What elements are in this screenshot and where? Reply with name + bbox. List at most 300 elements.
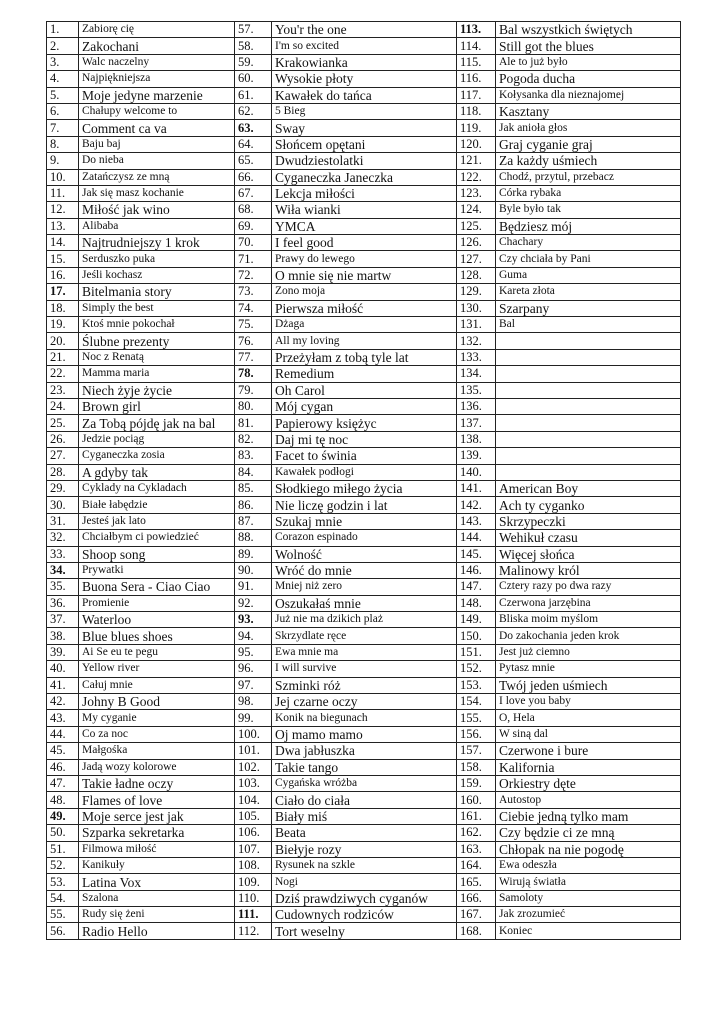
song-title: Córka rybaka <box>496 185 681 201</box>
song-title <box>496 431 681 447</box>
song-title: Ewa mnie ma <box>272 644 457 660</box>
song-number: 137. <box>457 415 496 431</box>
song-title: Więcej słońca <box>496 546 681 562</box>
song-title: Biełyje rozy <box>272 841 457 857</box>
song-title: Szarpany <box>496 300 681 316</box>
song-number: 17. <box>47 284 79 300</box>
song-number: 23. <box>47 382 79 398</box>
song-title: Kalifornia <box>496 759 681 775</box>
song-number: 58. <box>235 38 272 54</box>
song-number: 159. <box>457 775 496 791</box>
song-title: Najpiękniejsza <box>79 71 235 87</box>
song-title: W siną dal <box>496 726 681 742</box>
song-title: Cyganeczka zosia <box>79 448 235 464</box>
song-list-body <box>47 22 681 940</box>
song-number: 54. <box>47 890 79 906</box>
song-title: Sway <box>272 120 457 136</box>
song-number: 105. <box>235 808 272 824</box>
song-number: 145. <box>457 546 496 562</box>
song-number: 28. <box>47 464 79 480</box>
song-title <box>496 333 681 349</box>
song-title: Walc naczelny <box>79 54 235 70</box>
song-title: A gdyby tak <box>79 464 235 480</box>
song-number: 168. <box>457 923 496 939</box>
song-title: Skrzypeczki <box>496 513 681 529</box>
song-number: 6. <box>47 103 79 119</box>
song-number: 150. <box>457 628 496 644</box>
song-title: Buona Sera - Ciao Ciao <box>79 579 235 595</box>
song-number: 63. <box>235 120 272 136</box>
song-title: Twój jeden uśmiech <box>496 677 681 693</box>
song-title: Dwa jabłuszka <box>272 743 457 759</box>
song-title: Ewa odeszła <box>496 857 681 873</box>
song-number: 133. <box>457 349 496 365</box>
song-number: 43. <box>47 710 79 726</box>
song-title: Bal <box>496 317 681 333</box>
song-title: Krakowianka <box>272 54 457 70</box>
table-row <box>47 415 681 431</box>
table-row <box>47 644 681 660</box>
song-title: Chachary <box>496 235 681 251</box>
table-row <box>47 677 681 693</box>
song-number: 129. <box>457 284 496 300</box>
song-number: 164. <box>457 857 496 873</box>
table-row <box>47 907 681 923</box>
song-title: Wróć do mnie <box>272 562 457 578</box>
table-row <box>47 22 681 38</box>
song-title: Nogi <box>272 874 457 890</box>
song-title: Wehikuł czasu <box>496 530 681 546</box>
song-title: Chałupy welcome to <box>79 103 235 119</box>
song-title: Już nie ma dzikich plaż <box>272 612 457 628</box>
table-row <box>47 185 681 201</box>
song-number: 60. <box>235 71 272 87</box>
table-row <box>47 235 681 251</box>
song-title: Czy będzie ci ze mną <box>496 825 681 841</box>
table-row <box>47 530 681 546</box>
table-row <box>47 87 681 103</box>
song-number: 36. <box>47 595 79 611</box>
song-title: Moje serce jest jak <box>79 808 235 824</box>
song-title: Facet to świnia <box>272 448 457 464</box>
song-number: 45. <box>47 743 79 759</box>
table-row <box>47 513 681 529</box>
song-number: 74. <box>235 300 272 316</box>
song-number: 138. <box>457 431 496 447</box>
song-number: 68. <box>235 202 272 218</box>
table-row <box>47 398 681 414</box>
song-number: 148. <box>457 595 496 611</box>
song-title: American Boy <box>496 480 681 496</box>
song-title: Autostop <box>496 792 681 808</box>
song-number: 51. <box>47 841 79 857</box>
table-row <box>47 480 681 496</box>
song-title: Wirują światła <box>496 874 681 890</box>
song-number: 106. <box>235 825 272 841</box>
song-number: 117. <box>457 87 496 103</box>
song-title: Koniec <box>496 923 681 939</box>
song-title: Najtrudniejszy 1 krok <box>79 235 235 251</box>
song-number: 72. <box>235 267 272 283</box>
song-title: Pytasz mnie <box>496 661 681 677</box>
song-number: 34. <box>47 562 79 578</box>
song-title: Jesteś jak lato <box>79 513 235 529</box>
song-number: 99. <box>235 710 272 726</box>
song-number: 147. <box>457 579 496 595</box>
song-number: 103. <box>235 775 272 791</box>
song-title: Jej czarne oczy <box>272 694 457 710</box>
song-number: 75. <box>235 317 272 333</box>
song-title: Graj cyganie graj <box>496 136 681 152</box>
song-number: 160. <box>457 792 496 808</box>
song-title: Jak zrozumieć <box>496 907 681 923</box>
song-number: 16. <box>47 267 79 283</box>
song-title: Oj mamo mamo <box>272 726 457 742</box>
song-title: Waterloo <box>79 612 235 628</box>
song-title: You'r the one <box>272 22 457 38</box>
song-title: Guma <box>496 267 681 283</box>
song-title: Zatańczysz ze mną <box>79 169 235 185</box>
song-title: Ciało do ciała <box>272 792 457 808</box>
song-title: Kawałek do tańca <box>272 87 457 103</box>
song-title <box>496 448 681 464</box>
song-number: 135. <box>457 382 496 398</box>
song-number: 13. <box>47 218 79 234</box>
song-number: 55. <box>47 907 79 923</box>
song-title: Flames of love <box>79 792 235 808</box>
table-row <box>47 710 681 726</box>
song-number: 9. <box>47 153 79 169</box>
song-title: Yellow river <box>79 661 235 677</box>
song-title: Bitelmania story <box>79 284 235 300</box>
song-number: 127. <box>457 251 496 267</box>
table-row <box>47 579 681 595</box>
song-number: 35. <box>47 579 79 595</box>
song-title: All my loving <box>272 333 457 349</box>
song-title: Pierwsza miłość <box>272 300 457 316</box>
song-number: 84. <box>235 464 272 480</box>
song-number: 89. <box>235 546 272 562</box>
table-row <box>47 300 681 316</box>
song-number: 71. <box>235 251 272 267</box>
song-number: 152. <box>457 661 496 677</box>
song-number: 144. <box>457 530 496 546</box>
table-row <box>47 595 681 611</box>
song-number: 39. <box>47 644 79 660</box>
table-row <box>47 103 681 119</box>
song-number: 73. <box>235 284 272 300</box>
song-number: 92. <box>235 595 272 611</box>
song-title: O mnie się nie martw <box>272 267 457 283</box>
song-number: 37. <box>47 612 79 628</box>
song-title: Ach ty cyganko <box>496 497 681 513</box>
song-title: Jak się masz kochanie <box>79 185 235 201</box>
song-number: 111. <box>235 907 272 923</box>
song-title: Kareta złota <box>496 284 681 300</box>
table-row <box>47 366 681 382</box>
song-number: 33. <box>47 546 79 562</box>
song-number: 108. <box>235 857 272 873</box>
song-number: 82. <box>235 431 272 447</box>
song-number: 112. <box>235 923 272 939</box>
table-row <box>47 759 681 775</box>
song-title: Pogoda ducha <box>496 71 681 87</box>
song-title: Kanikuły <box>79 857 235 873</box>
song-title: Zono moja <box>272 284 457 300</box>
song-number: 93. <box>235 612 272 628</box>
song-number: 50. <box>47 825 79 841</box>
song-title: Będziesz mój <box>496 218 681 234</box>
song-title: Chłopak na nie pogodę <box>496 841 681 857</box>
song-title: Niech żyje życie <box>79 382 235 398</box>
table-row <box>47 890 681 906</box>
song-title: Ciebie jedną tylko mam <box>496 808 681 824</box>
song-title: Wolność <box>272 546 457 562</box>
song-number: 22. <box>47 366 79 382</box>
song-title: Takie tango <box>272 759 457 775</box>
table-row <box>47 267 681 283</box>
song-title: Tort weselny <box>272 923 457 939</box>
song-number: 10. <box>47 169 79 185</box>
song-number: 62. <box>235 103 272 119</box>
song-number: 30. <box>47 497 79 513</box>
song-number: 132. <box>457 333 496 349</box>
song-title: Rudy się żeni <box>79 907 235 923</box>
song-number: 141. <box>457 480 496 496</box>
song-number: 156. <box>457 726 496 742</box>
song-title <box>496 398 681 414</box>
song-title: Chciałbym ci powiedzieć <box>79 530 235 546</box>
song-number: 46. <box>47 759 79 775</box>
song-number: 140. <box>457 464 496 480</box>
song-number: 1. <box>47 22 79 38</box>
song-number: 151. <box>457 644 496 660</box>
table-row <box>47 743 681 759</box>
song-title: Całuj mnie <box>79 677 235 693</box>
table-row <box>47 448 681 464</box>
song-title: Miłość jak wino <box>79 202 235 218</box>
song-title: Noc z Renatą <box>79 349 235 365</box>
song-number: 7. <box>47 120 79 136</box>
song-number: 4. <box>47 71 79 87</box>
song-number: 31. <box>47 513 79 529</box>
song-title: My cyganie <box>79 710 235 726</box>
song-title: Do nieba <box>79 153 235 169</box>
table-row <box>47 694 681 710</box>
song-number: 100. <box>235 726 272 742</box>
song-number: 21. <box>47 349 79 365</box>
song-number: 57. <box>235 22 272 38</box>
table-row <box>47 464 681 480</box>
song-number: 114. <box>457 38 496 54</box>
song-title: I'm so excited <box>272 38 457 54</box>
song-title: Takie ładne oczy <box>79 775 235 791</box>
song-title: Beata <box>272 825 457 841</box>
song-number: 134. <box>457 366 496 382</box>
song-title: Co za noc <box>79 726 235 742</box>
song-number: 26. <box>47 431 79 447</box>
song-title: I feel good <box>272 235 457 251</box>
song-title: Latina Vox <box>79 874 235 890</box>
song-number: 24. <box>47 398 79 414</box>
song-title: Konik na biegunach <box>272 710 457 726</box>
song-title: Czerwona jarzębina <box>496 595 681 611</box>
song-number: 136. <box>457 398 496 414</box>
table-row <box>47 497 681 513</box>
song-title: Prawy do lewego <box>272 251 457 267</box>
song-number: 101. <box>235 743 272 759</box>
song-title: Do zakochania jeden krok <box>496 628 681 644</box>
table-row <box>47 775 681 791</box>
song-number: 118. <box>457 103 496 119</box>
song-number: 158. <box>457 759 496 775</box>
table-row <box>47 661 681 677</box>
song-number: 102. <box>235 759 272 775</box>
song-title: Dziś prawdziwych cyganów <box>272 890 457 906</box>
song-number: 59. <box>235 54 272 70</box>
song-title: Kawałek podłogi <box>272 464 457 480</box>
song-number: 85. <box>235 480 272 496</box>
song-title: Białe łabędzie <box>79 497 235 513</box>
song-number: 125. <box>457 218 496 234</box>
song-number: 110. <box>235 890 272 906</box>
song-number: 78. <box>235 366 272 382</box>
table-row <box>47 628 681 644</box>
song-number: 149. <box>457 612 496 628</box>
song-number: 154. <box>457 694 496 710</box>
song-title: Papierowy księżyc <box>272 415 457 431</box>
song-title: YMCA <box>272 218 457 234</box>
song-number: 116. <box>457 71 496 87</box>
song-title: Słońcem opętani <box>272 136 457 152</box>
song-title: Małgośka <box>79 743 235 759</box>
table-row <box>47 120 681 136</box>
song-number: 122. <box>457 169 496 185</box>
song-title: Jak anioła głos <box>496 120 681 136</box>
song-title: O, Hela <box>496 710 681 726</box>
song-title: Skrzydlate ręce <box>272 628 457 644</box>
song-title: Słodkiego miłego życia <box>272 480 457 496</box>
song-number: 61. <box>235 87 272 103</box>
song-number: 2. <box>47 38 79 54</box>
table-row <box>47 726 681 742</box>
song-number: 80. <box>235 398 272 414</box>
table-row <box>47 857 681 873</box>
song-number: 69. <box>235 218 272 234</box>
song-number: 29. <box>47 480 79 496</box>
table-row <box>47 54 681 70</box>
table-row <box>47 218 681 234</box>
song-number: 67. <box>235 185 272 201</box>
song-title: Zabiorę cię <box>79 22 235 38</box>
song-number: 32. <box>47 530 79 546</box>
song-number: 113. <box>457 22 496 38</box>
song-title: Wysokie płoty <box>272 71 457 87</box>
table-row <box>47 874 681 890</box>
song-number: 52. <box>47 857 79 873</box>
song-title: Biały miś <box>272 808 457 824</box>
song-number: 94. <box>235 628 272 644</box>
song-title: Corazon espinado <box>272 530 457 546</box>
song-number: 14. <box>47 235 79 251</box>
song-title: Kołysanka dla nieznajomej <box>496 87 681 103</box>
song-number: 119. <box>457 120 496 136</box>
song-title: Bal wszystkich świętych <box>496 22 681 38</box>
song-title: Brown girl <box>79 398 235 414</box>
song-list-table <box>46 21 681 940</box>
song-number: 166. <box>457 890 496 906</box>
song-title: Byle było tak <box>496 202 681 218</box>
song-title: Orkiestry dęte <box>496 775 681 791</box>
song-number: 18. <box>47 300 79 316</box>
song-number: 123. <box>457 185 496 201</box>
song-number: 115. <box>457 54 496 70</box>
song-number: 15. <box>47 251 79 267</box>
song-title: Cyganeczka Janeczka <box>272 169 457 185</box>
song-number: 87. <box>235 513 272 529</box>
song-title: Wiła wianki <box>272 202 457 218</box>
song-number: 64. <box>235 136 272 152</box>
song-title: Cygańska wróżba <box>272 775 457 791</box>
song-number: 12. <box>47 202 79 218</box>
song-title: Rysunek na szkle <box>272 857 457 873</box>
song-title: Nie liczę godzin i lat <box>272 497 457 513</box>
song-number: 139. <box>457 448 496 464</box>
song-title: Zakochani <box>79 38 235 54</box>
song-number: 161. <box>457 808 496 824</box>
table-row <box>47 562 681 578</box>
song-title: Czy chciała by Pani <box>496 251 681 267</box>
song-number: 131. <box>457 317 496 333</box>
song-title: Daj mi tę noc <box>272 431 457 447</box>
song-number: 83. <box>235 448 272 464</box>
song-title: Szukaj mnie <box>272 513 457 529</box>
song-title: Jest już ciemno <box>496 644 681 660</box>
song-number: 120. <box>457 136 496 152</box>
song-title: Mniej niż zero <box>272 579 457 595</box>
table-row <box>47 612 681 628</box>
song-title: Przeżyłam z tobą tyle lat <box>272 349 457 365</box>
song-title: 5 Bieg <box>272 103 457 119</box>
song-title: Dwudziestolatki <box>272 153 457 169</box>
song-title: Ktoś mnie pokochał <box>79 317 235 333</box>
song-number: 88. <box>235 530 272 546</box>
song-title <box>496 366 681 382</box>
table-row <box>47 333 681 349</box>
song-number: 146. <box>457 562 496 578</box>
song-number: 128. <box>457 267 496 283</box>
song-number: 162. <box>457 825 496 841</box>
song-title: Szalona <box>79 890 235 906</box>
song-title: Shoop song <box>79 546 235 562</box>
song-title: Moje jedyne marzenie <box>79 87 235 103</box>
song-number: 76. <box>235 333 272 349</box>
song-title: Cudownych rodziców <box>272 907 457 923</box>
song-number: 19. <box>47 317 79 333</box>
song-number: 44. <box>47 726 79 742</box>
song-title: Mój cygan <box>272 398 457 414</box>
song-number: 142. <box>457 497 496 513</box>
song-title: Malinowy król <box>496 562 681 578</box>
song-number: 167. <box>457 907 496 923</box>
song-title: Ai Se eu te pegu <box>79 644 235 660</box>
song-title: Blue blues shoes <box>79 628 235 644</box>
song-title: Still got the blues <box>496 38 681 54</box>
song-number: 153. <box>457 677 496 693</box>
song-number: 53. <box>47 874 79 890</box>
table-row <box>47 431 681 447</box>
song-title: Dżaga <box>272 317 457 333</box>
